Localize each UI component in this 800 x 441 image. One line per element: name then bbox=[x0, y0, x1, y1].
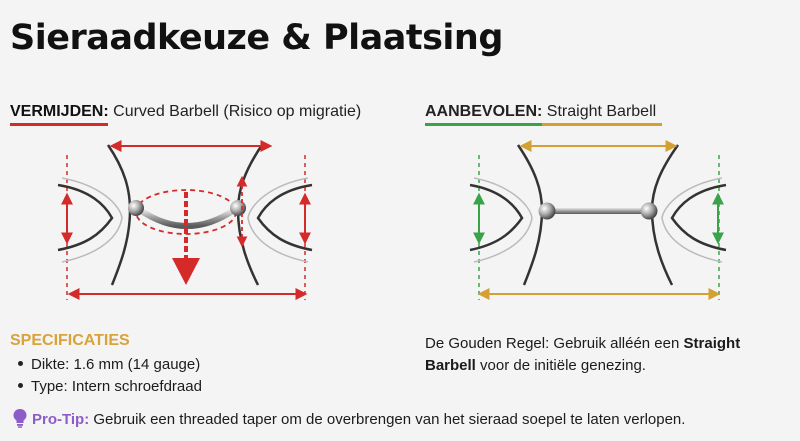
straight-barbell-diagram bbox=[470, 145, 726, 300]
bullet-icon bbox=[18, 361, 23, 366]
lightbulb-icon bbox=[12, 408, 28, 432]
migration-arrow-head bbox=[172, 258, 200, 285]
pro-tip-label: Pro-Tip: bbox=[32, 410, 90, 428]
straight-barbell-bar bbox=[552, 208, 644, 214]
curved-barbell-ball-right bbox=[230, 200, 246, 216]
specs-list bbox=[18, 354, 202, 398]
spec-item: Type: Intern schroefdraad bbox=[18, 376, 202, 398]
straight-barbell-ball-left bbox=[539, 203, 556, 220]
left-tissue-shadow bbox=[474, 178, 532, 262]
spec-item: Dikte: 1.6 mm (14 gauge) bbox=[18, 354, 202, 376]
golden-rule: De Gouden Regel: Gebruik alléén een Straight Barbell voor de initiële genezing. bbox=[425, 335, 741, 374]
page-title: Sieraadkeuze & Plaatsing bbox=[10, 18, 503, 58]
recommend-tag: AANBEVOLEN: bbox=[425, 103, 543, 120]
avoid-tag: VERMIJDEN: bbox=[10, 103, 109, 120]
pro-tip bbox=[12, 408, 685, 432]
pro-tip-text: Gebruik een threaded taper om de overbrengen van het sieraad soepel te laten verlopen. bbox=[89, 410, 686, 428]
right-tissue-shadow bbox=[248, 178, 308, 262]
curved-barbell-diagram bbox=[58, 145, 312, 300]
bullet-icon bbox=[18, 383, 23, 388]
right-tissue-shadow bbox=[662, 178, 722, 262]
recommend-text: Straight Barbell bbox=[542, 103, 657, 120]
straight-barbell-ball-right bbox=[641, 203, 658, 220]
curved-barbell-ball-left bbox=[128, 200, 144, 216]
specs-title: SPECIFICATIES bbox=[10, 332, 130, 349]
avoid-text: Curved Barbell (Risico op migratie) bbox=[108, 103, 362, 120]
golden-rule-emphasis: Straight Barbell bbox=[425, 335, 741, 374]
left-tissue-shadow bbox=[62, 178, 122, 262]
